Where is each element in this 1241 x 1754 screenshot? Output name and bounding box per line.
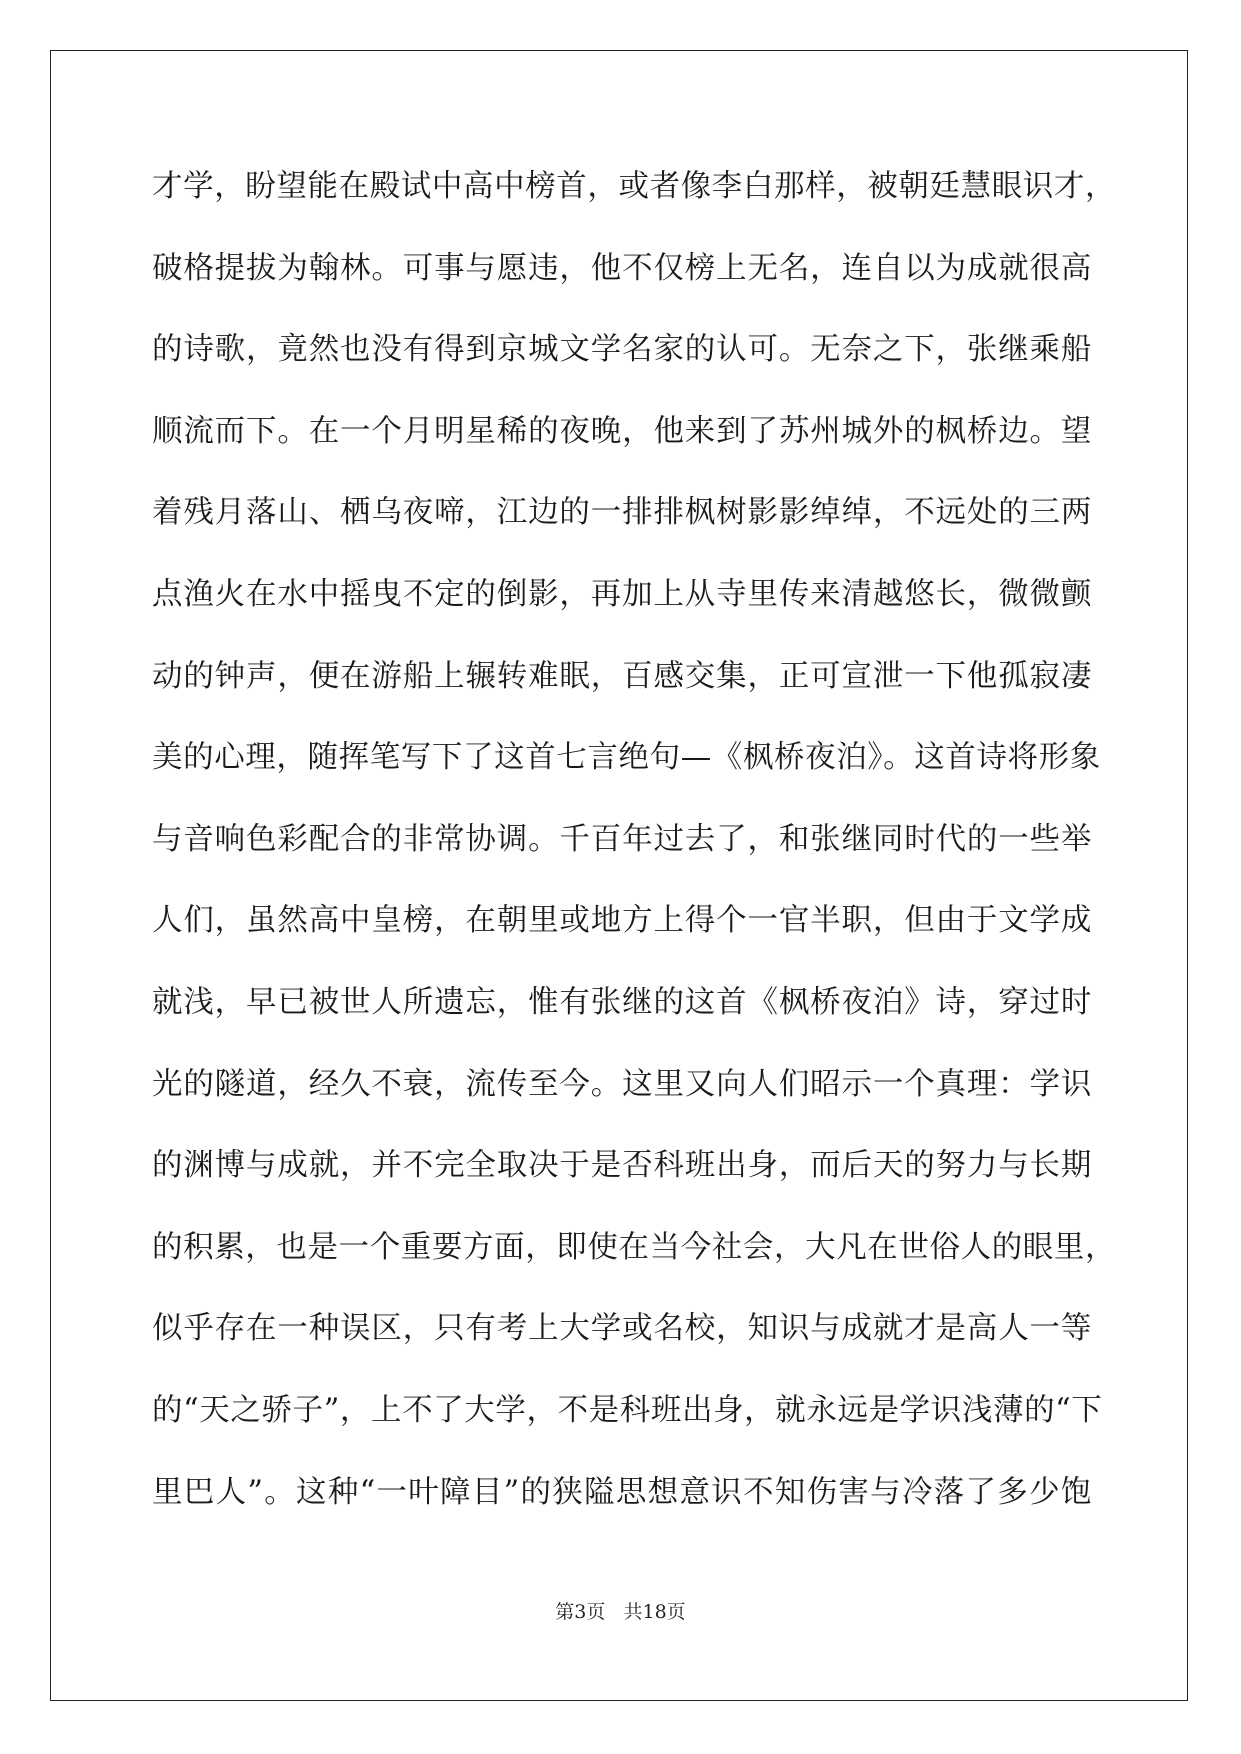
text-line: 的渊博与成就，并不完全取决于是否科班出身，而后天的努力与长期: [152, 1148, 1092, 1184]
text-line: 的诗歌，竟然也没有得到京城文学名家的认可。无奈之下，张继乘船: [152, 332, 1092, 368]
text-line: 点渔火在水中摇曳不定的倒影，再加上从寺里传来清越悠长，微微颤: [152, 576, 1092, 612]
text-line: 破格提拔为翰林。可事与愿违，他不仅榜上无名，连自以为成就很高: [152, 250, 1092, 286]
text-line: 似乎存在一种误区，只有考上大学或名校，知识与成就才是高人一等: [152, 1311, 1092, 1347]
text-line: 的“天之骄子”，上不了大学，不是科班出身，就永远是学识浅薄的“下: [152, 1392, 1103, 1428]
text-line: 才学，盼望能在殿试中高中榜首，或者像李白那样，被朝廷慧眼识才，: [152, 169, 1117, 204]
text-line: 就浅，早已被世人所遗忘，惟有张继的这首《枫桥夜泊》诗，穿过时: [152, 984, 1092, 1020]
body-text: [152, 157, 1117, 1544]
text-line: 美的心理，随挥笔写下了这首七言绝句—《枫桥夜泊》。这首诗将形象: [152, 740, 1101, 776]
text-line: 光的隧道，经久不衰，流传至今。这里又向人们昭示一个真理：学识: [152, 1066, 1092, 1102]
text-line: 顺流而下。在一个月明星稀的夜晚，他来到了苏州城外的枫桥边。望: [152, 413, 1092, 449]
text-line: 的积累，也是一个重要方面，即使在当今社会，大凡在世俗人的眼里，: [152, 1229, 1117, 1265]
text-line: 里巴人”。这种“一叶障目”的狭隘思想意识不知伤害与冷落了多少饱: [152, 1474, 1092, 1510]
page-number: 第3页 共18页: [555, 1601, 686, 1623]
text-line: 人们，虽然高中皇榜，在朝里或地方上得个一官半职，但由于文学成: [152, 903, 1092, 939]
text-line: 与音响色彩配合的非常协调。千百年过去了，和张继同时代的一些举: [152, 821, 1092, 857]
text-line: 着残月落山、栖乌夜啼，江边的一排排枫树影影绰绰，不远处的三两: [152, 495, 1092, 531]
text-line: 动的钟声，便在游船上辗转难眠，百感交集，正可宣泄一下他孤寂凄: [152, 658, 1092, 694]
